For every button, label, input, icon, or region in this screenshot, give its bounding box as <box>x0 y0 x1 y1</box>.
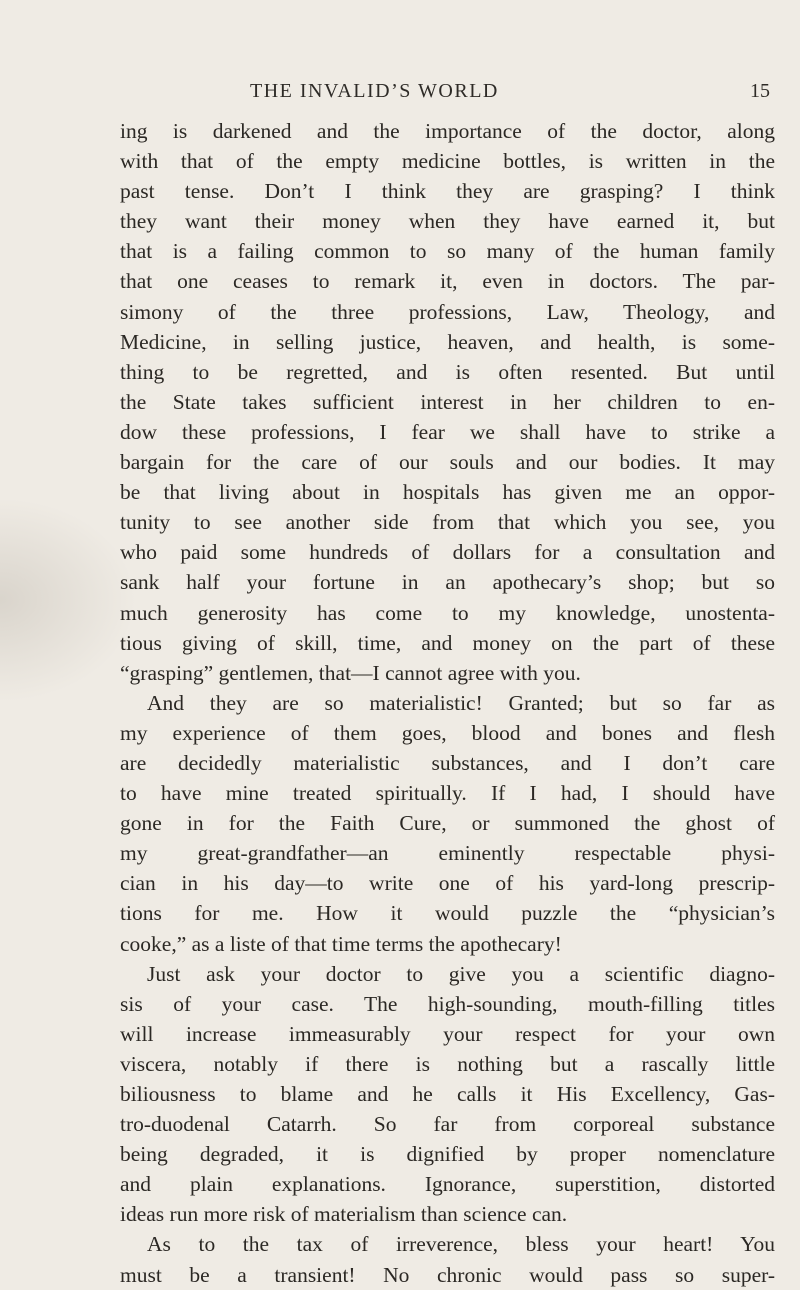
text-line: will increase immeasurably your respect for your own <box>120 1021 775 1046</box>
text-line: And they are so materialistic! Granted; but so far as <box>147 690 775 715</box>
text-line: my experience of them goes, blood and bones and flesh <box>120 720 775 745</box>
text-line: thing to be regretted, and is often resented. But until <box>120 359 775 384</box>
text-line: gone in for the Faith Cure, or summoned the ghost of <box>120 811 775 836</box>
text-line: with that of the empty medicine bottles, is written in the <box>120 149 775 174</box>
text-line: my great-grandfather—an eminently respectable physi- <box>120 841 775 866</box>
text-line: tions for me. How it would puzzle the “physician’s <box>120 901 775 926</box>
text-line: who paid some hundreds of dollars for a consultation and <box>120 540 775 565</box>
page-header <box>120 80 770 112</box>
text-line: Medicine, in selling justice, heaven, and health, is some- <box>120 329 775 354</box>
text-line: ing is darkened and the importance of the doctor, along <box>120 119 775 143</box>
text-line: bargain for the care of our souls and our bodies. It may <box>120 450 775 475</box>
text-line: they want their money when they have earned it, but <box>120 209 775 234</box>
body-text <box>120 116 775 1290</box>
text-line: and plain explanations. Ignorance, superstition, distorted <box>120 1172 775 1197</box>
text-line: tious giving of skill, time, and money on the part of these <box>120 630 775 655</box>
text-line: much generosity has come to my knowledge, unostenta- <box>120 600 775 625</box>
text-line: that one ceases to remark it, even in doctors. The par- <box>120 269 775 294</box>
text-line: simony of the three professions, Law, Theology, and <box>120 299 775 324</box>
text-line: “grasping” gentlemen, that—I cannot agree with you. <box>120 660 581 685</box>
text-line: the State takes sufficient interest in her children to en- <box>120 389 775 414</box>
text-line: are decidedly materialistic substances, and I don’t care <box>120 750 775 775</box>
text-line: to have mine treated spiritually. If I had, I should have <box>120 781 775 806</box>
text-line: viscera, notably if there is nothing but a rascally little <box>120 1051 775 1076</box>
text-line: cian in his day—to write one of his yard-long prescrip- <box>120 871 775 896</box>
text-line: tro-duodenal Catarrh. So far from corporeal substance <box>120 1112 775 1137</box>
text-line: that is a failing common to so many of the human family <box>120 239 775 264</box>
text-line: cooke,” as a liste of that time terms the apothecary! <box>120 931 562 956</box>
running-head: THE INVALID’S WORLD <box>250 80 499 102</box>
text-line: must be a transient! No chronic would pass so super- <box>120 1262 775 1287</box>
text-line: As to the tax of irreverence, bless your heart! You <box>147 1232 775 1257</box>
text-line: sank half your fortune in an apothecary’s shop; but so <box>120 570 775 595</box>
text-line: ideas run more risk of materialism than science can. <box>120 1202 568 1227</box>
text-line: tunity to see another side from that which you see, you <box>120 510 775 535</box>
text-line: be that living about in hospitals has given me an oppor- <box>120 480 775 505</box>
text-line: being degraded, it is dignified by proper nomenclature <box>120 1142 775 1167</box>
text-line: Just ask your doctor to give you a scientific diagno- <box>147 961 775 986</box>
text-line: biliousness to blame and he calls it His Excellency, Gas- <box>120 1082 775 1106</box>
page-number: 15 <box>750 80 770 102</box>
text-line: sis of your case. The high-sounding, mouth-filling titles <box>120 991 775 1016</box>
text-line: past tense. Don’t I think they are grasping? I think <box>120 179 775 204</box>
text-line: dow these professions, I fear we shall have to strike a <box>120 419 775 444</box>
